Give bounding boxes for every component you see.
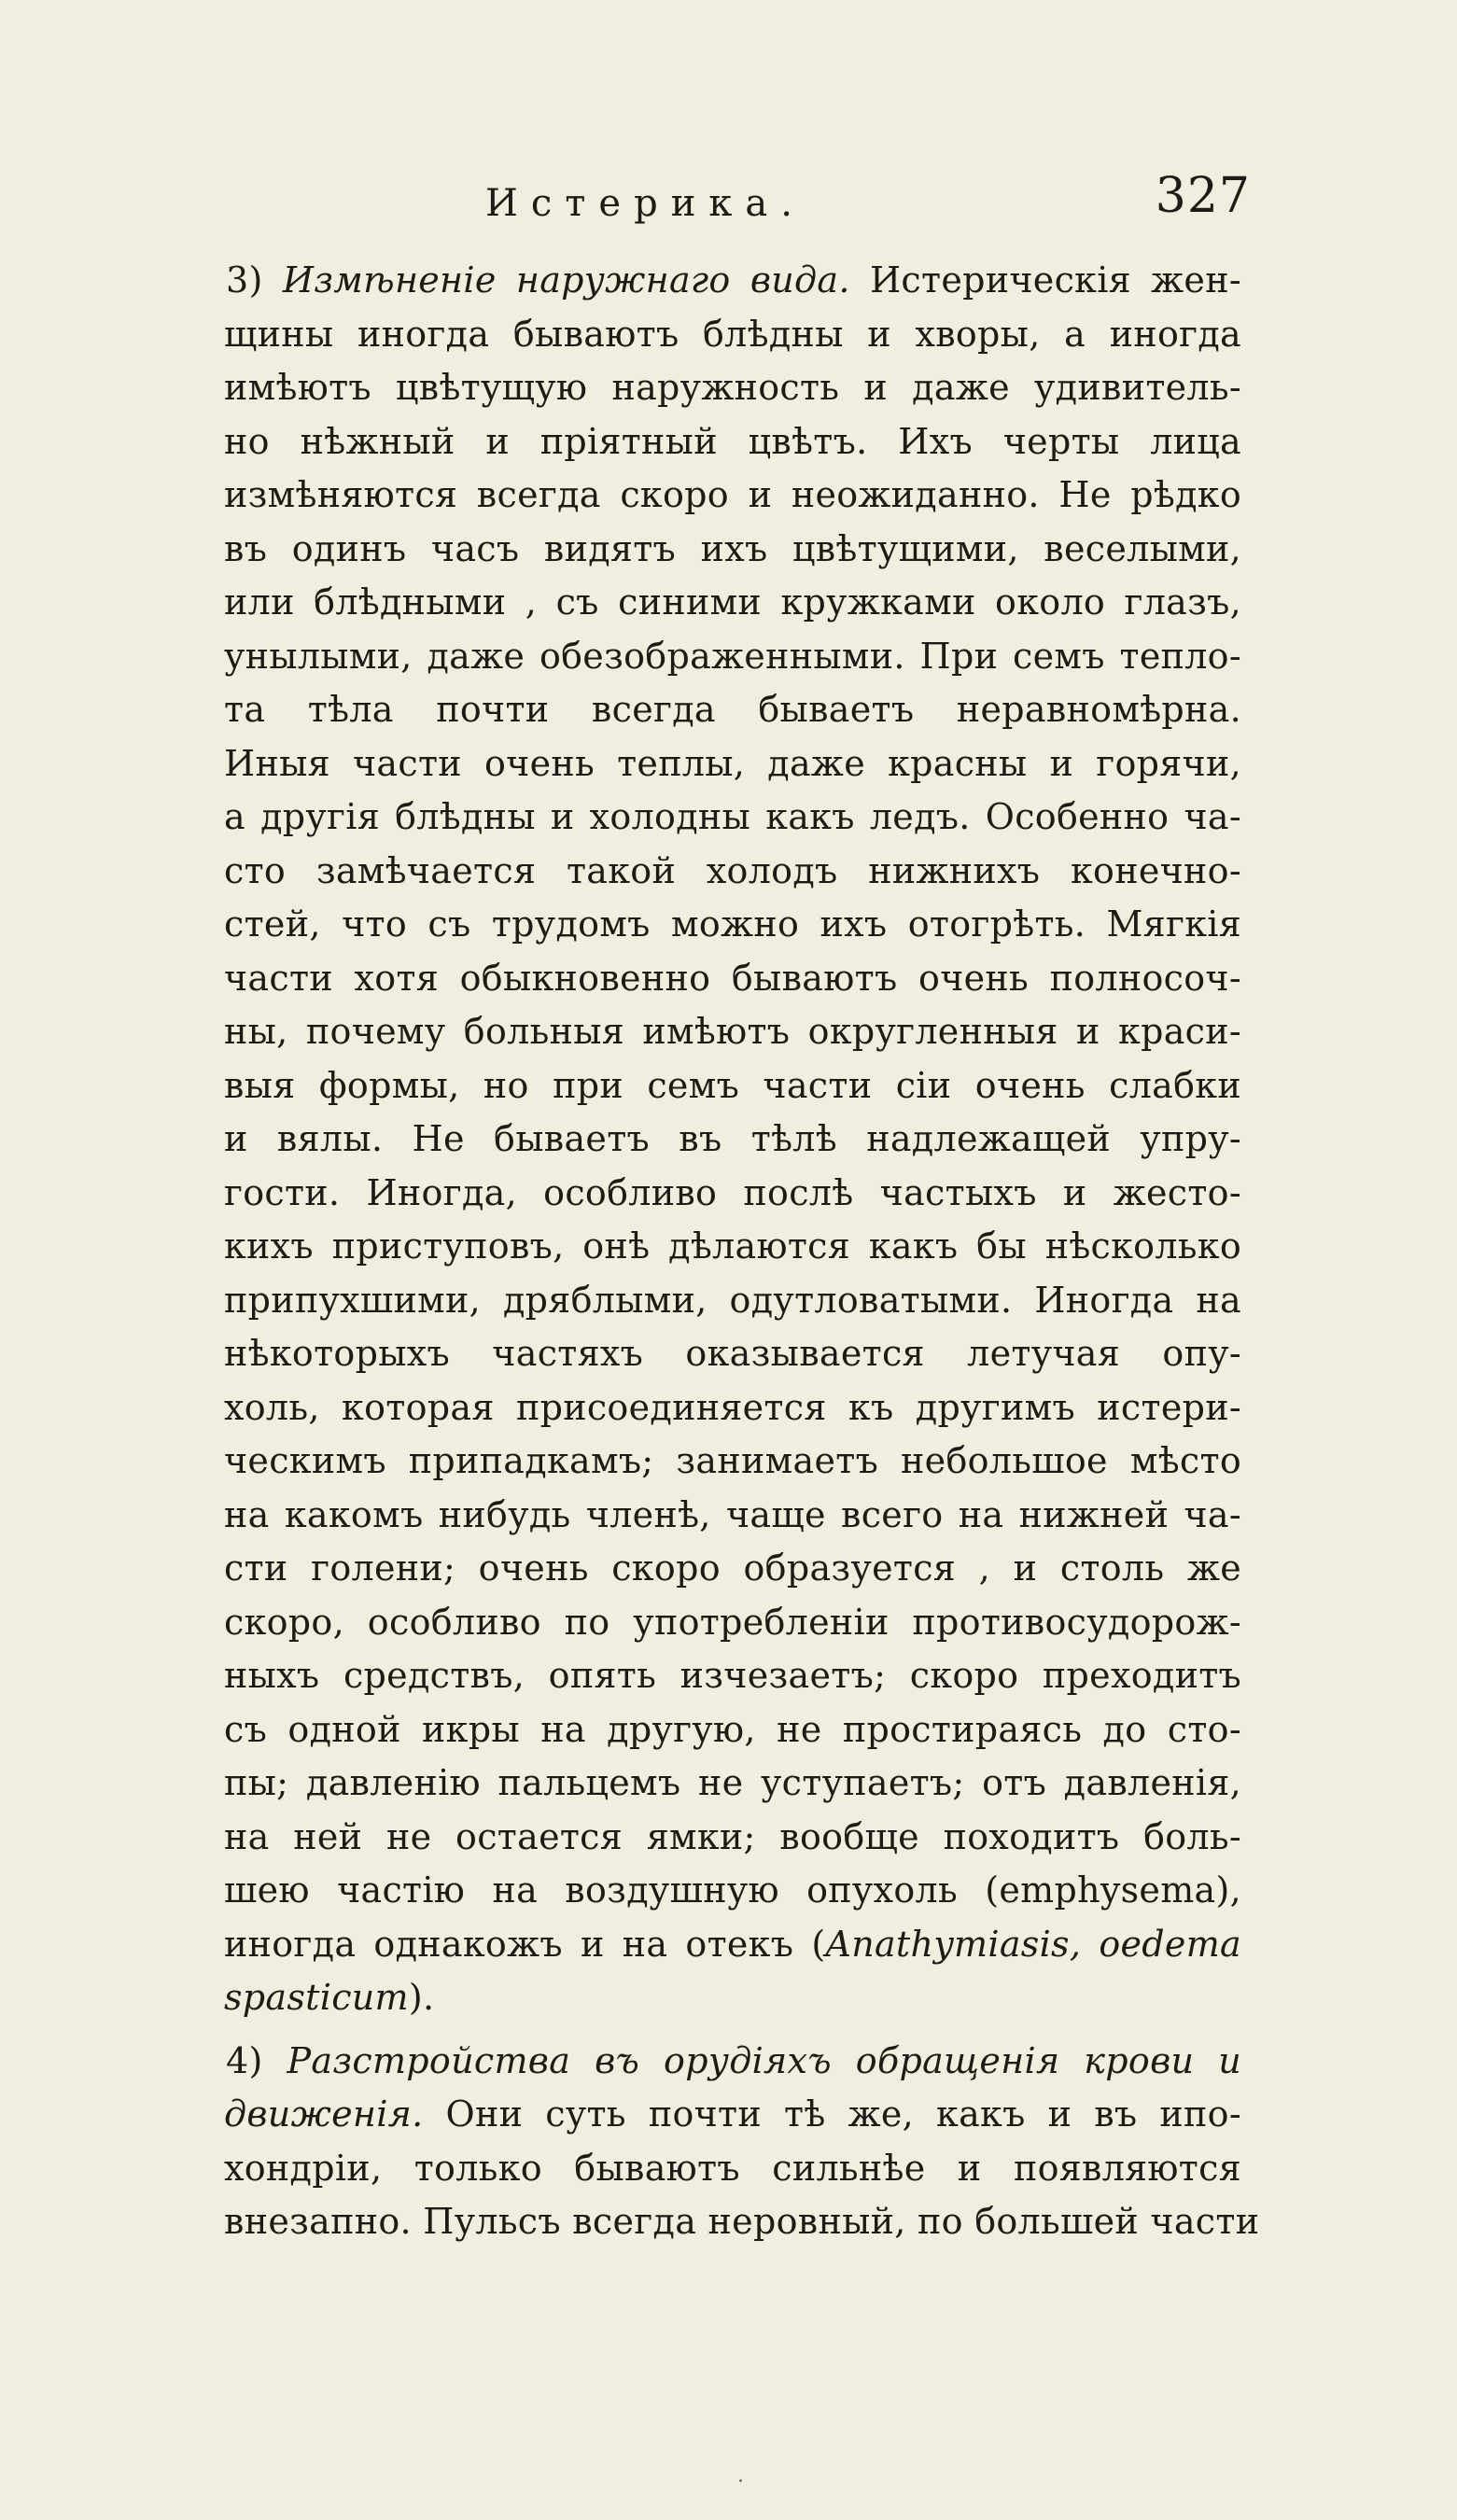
text-line: [224, 2088, 1241, 2142]
text-line: скоро, особливо по употребленіи противосудорож-: [224, 1601, 1241, 1643]
text-line: на какомъ нибудь членѣ, чаще всего на нижней ча-: [224, 1493, 1241, 1535]
section-heading: движенія.: [224, 2093, 424, 2135]
text-line: нѣкоторыхъ частяхъ оказывается летучая опу-: [224, 1333, 1241, 1374]
bottom-mark: .: [737, 2464, 744, 2487]
text-line: измѣняются всегда скоро и неожиданно. Не рѣдко: [224, 474, 1241, 515]
text-run: Истерическія жен-: [849, 259, 1241, 301]
text-line: сти голени; очень скоро образуется , и столь же: [224, 1547, 1241, 1589]
text-line: ческимъ припадкамъ; занимаетъ небольшое мѣсто: [224, 1440, 1241, 1481]
page-header: [224, 163, 1251, 229]
paragraph-3: [224, 254, 1241, 2025]
text-run: Они суть почти тѣ же, какъ и въ ипо-: [423, 2093, 1241, 2135]
text-line: гости. Иногда, особливо послѣ частыхъ и жесто-: [224, 1171, 1241, 1213]
body-text: [224, 254, 1260, 2249]
text-line: ныхъ средствъ, опять изчезаетъ; скоро преходитъ: [224, 1655, 1241, 1696]
text-line: та тѣла почти всегда бываетъ неравномѣрна.: [224, 689, 1241, 730]
text-line: или блѣдными , съ синими кружками около глазъ,: [224, 581, 1241, 623]
text-run: иногда однакожъ и на отекъ (: [224, 1923, 826, 1965]
text-line: въ одинъ часъ видятъ ихъ цвѣтущими, веселыми,: [224, 527, 1241, 569]
text-line: ны, почему больныя имѣютъ округленныя и краси-: [224, 1011, 1241, 1052]
text-line: [224, 1971, 1241, 2025]
page-number: 327: [1155, 168, 1251, 224]
text-line: стей, что съ трудомъ можно ихъ отогрѣть. Мягкія: [224, 903, 1241, 945]
text-line: имѣютъ цвѣтущую наружность и даже удивитель-: [224, 367, 1241, 408]
text-line: Иныя части очень теплы, даже красны и горячи,: [224, 742, 1241, 784]
text-line: и вялы. Не бываетъ въ тѣлѣ надлежащей упру-: [224, 1118, 1241, 1159]
text-line: съ одной икры на другую, не простираясь до сто-: [224, 1708, 1241, 1750]
text-line: а другія блѣдны и холодны какъ ледъ. Особенно ча-: [224, 796, 1241, 837]
text-line: шею частію на воздушную опухоль (emphysema),: [224, 1869, 1241, 1911]
section-heading: Разстройства въ орудіяхъ обращенія крови и: [287, 2039, 1241, 2081]
latin-term: spasticum: [224, 1977, 409, 2018]
item-number: 3): [226, 259, 283, 301]
latin-term: Anathymiasis, oedema: [825, 1923, 1241, 1965]
text-line: части хотя обыкновенно бываютъ очень полносоч-: [224, 957, 1241, 999]
text-line: внезапно. Пульсъ всегда неровный, по большей части: [224, 2201, 1260, 2242]
text-line: но нѣжный и пріятный цвѣтъ. Ихъ черты лица: [224, 420, 1241, 462]
text-line: кихъ приступовъ, онѣ дѣлаются какъ бы нѣсколько: [224, 1225, 1241, 1267]
text-line: [224, 2035, 1241, 2089]
text-line: хондріи, только бываютъ сильнѣе и появляются: [224, 2147, 1241, 2189]
text-line: [224, 254, 1241, 308]
text-line: унылыми, даже обезображенными. При семъ тепло-: [224, 635, 1241, 677]
text-line: щины иногда бываютъ блѣдны и хворы, а иногда: [224, 313, 1241, 355]
paragraph-4: [224, 2035, 1260, 2249]
text-line: выя формы, но при семъ части сіи очень слабки: [224, 1064, 1241, 1106]
item-number: 4): [226, 2039, 287, 2081]
text-line: [224, 1918, 1241, 1972]
text-line: пы; давленію пальцемъ не уступаетъ; отъ давленія,: [224, 1762, 1241, 1803]
section-heading: Измѣненіе наружнаго вида.: [282, 259, 850, 301]
text-line: на ней не остается ямки; вообще походитъ боль-: [224, 1815, 1241, 1857]
text-line: припухшими, дряблыми, одутловатыми. Иногда на: [224, 1279, 1241, 1321]
text-line: холь, которая присоединяется къ другимъ истери-: [224, 1386, 1241, 1428]
text-run: ).: [408, 1977, 435, 2018]
running-title: Истерика.: [485, 182, 806, 225]
text-line: сто замѣчается такой холодъ нижнихъ конечно-: [224, 849, 1241, 891]
